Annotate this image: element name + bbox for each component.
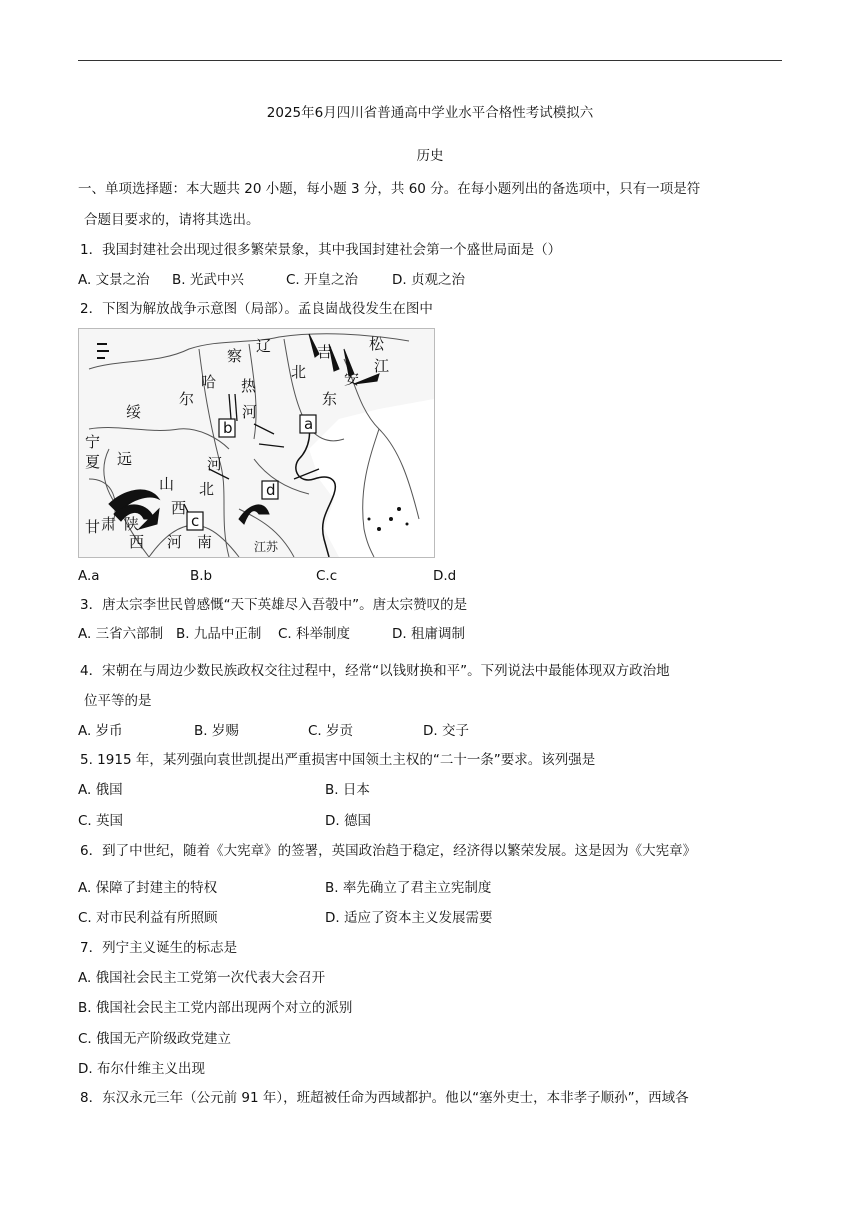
svg-text:c: c [191, 512, 200, 530]
question-6-option-b[interactable]: B. 率先确立了君主立宪制度 [325, 880, 492, 896]
map-label-sui: 绥 [126, 403, 142, 421]
map-label-jiangsu: 江苏 [254, 540, 279, 554]
question-7-option-a[interactable]: A. 俄国社会民主工党第一次代表大会召开 [78, 970, 326, 986]
question-5-stem: 5. 1915 年，某列强向袁世凯提出严重损害中国领土主权的“二十一条”要求。该列强是 [80, 752, 596, 768]
map-label-ning: 宁 [85, 433, 101, 451]
map-label-yuan: 远 [117, 450, 133, 468]
question-7-option-b[interactable]: B. 俄国社会民主工党内部出现两个对立的派别 [78, 1000, 353, 1016]
map-label-gan: 甘 [85, 518, 101, 536]
exam-title: 2025年6月四川省普通高中学业水平合格性考试模拟六 [266, 105, 594, 121]
question-2-option-d[interactable]: D.d [433, 568, 457, 584]
map-label-he-3: 河 [167, 533, 183, 551]
section-instruction-line1: 一、单项选择题：本大题共 20 小题，每小题 3 分，共 60 分。在每小题列出的备选项中，只有一项是符 [78, 181, 701, 197]
map-label-he-2: 河 [207, 455, 223, 473]
map-label-xi-2: 西 [129, 533, 145, 551]
question-3-option-a[interactable]: A. 三省六部制 [78, 626, 164, 642]
question-3-option-d[interactable]: D. 租庸调制 [392, 626, 465, 642]
question-4-option-c[interactable]: C. 岁贡 [308, 723, 354, 739]
svg-text:a: a [304, 415, 314, 433]
question-7-option-d[interactable]: D. 布尔什维主义出现 [78, 1061, 205, 1077]
question-8-stem: 8．东汉永元三年（公元前 91 年），班超被任命为西域都护。他以“塞外吏士，本非孝子顺孙”，西域各 [80, 1090, 689, 1106]
map-label-xia: 夏 [85, 453, 101, 471]
question-1-option-d[interactable]: D. 贞观之治 [392, 272, 465, 288]
question-3-stem: 3．唐太宗李世民曾感慨“天下英雄尽入吾彀中”。唐太宗赞叹的是 [80, 597, 468, 613]
map-label-bei-2: 北 [199, 480, 215, 498]
map-label-liao: 辽 [256, 337, 272, 355]
question-4-option-b[interactable]: B. 岁赐 [194, 723, 239, 739]
map-label-nan: 南 [197, 533, 213, 551]
question-2-option-a[interactable]: A.a [78, 568, 100, 584]
question-5-option-d[interactable]: D. 德国 [325, 813, 371, 829]
subject-title: 历史 [416, 148, 444, 164]
svg-text:d: d [266, 481, 276, 499]
question-5-option-b[interactable]: B. 日本 [325, 782, 370, 798]
question-3-option-b[interactable]: B. 九品中正制 [176, 626, 262, 642]
question-6-option-a[interactable]: A. 保障了封建主的特权 [78, 880, 218, 896]
map-label-cha: 察 [227, 347, 243, 365]
question-7-option-c[interactable]: C. 俄国无产阶级政党建立 [78, 1031, 232, 1047]
liberation-war-map [78, 328, 435, 558]
map-marker-b [219, 419, 235, 437]
question-2-option-b[interactable]: B.b [190, 568, 213, 584]
question-7-stem: 7．列宁主义诞生的标志是 [80, 940, 238, 956]
question-5-option-a[interactable]: A. 俄国 [78, 782, 123, 798]
svg-text:b: b [223, 419, 233, 437]
question-6-option-c[interactable]: C. 对市民利益有所照顾 [78, 910, 218, 926]
map-label-ji: 吉 [317, 343, 333, 361]
map-label-he-1: 河 [242, 403, 258, 421]
question-1-option-c[interactable]: C. 开皇之治 [286, 272, 359, 288]
question-3-option-c[interactable]: C. 科举制度 [278, 626, 351, 642]
map-label-xi-1: 西 [171, 499, 187, 517]
question-5-option-c[interactable]: C. 英国 [78, 813, 124, 829]
question-1-option-b[interactable]: B. 光武中兴 [172, 272, 244, 288]
map-marker-d [262, 481, 278, 499]
map-label-shan: 山 [159, 475, 175, 493]
map-label-er: 尔 [179, 390, 195, 408]
question-2-option-c[interactable]: C.c [316, 568, 338, 584]
map-label-ha: 哈 [201, 373, 217, 391]
map-label-bei-ne: 北 [291, 363, 307, 381]
question-4-option-d[interactable]: D. 交子 [423, 723, 469, 739]
question-1-stem: 1．我国封建社会出现过很多繁荣景象，其中我国封建社会第一个盛世局面是（） [80, 242, 562, 258]
question-1-option-a[interactable]: A. 文景之治 [78, 272, 150, 288]
map-label-dong: 东 [322, 390, 338, 408]
map-label-su: 肃 [101, 515, 117, 533]
question-4-stem-line2: 位平等的是 [84, 693, 152, 709]
map-label-shaan: 陕 [124, 515, 140, 533]
question-4-option-a[interactable]: A. 岁币 [78, 723, 123, 739]
section-instruction-line2: 合题目要求的，请将其选出。 [84, 212, 260, 228]
map-label-an: 安 [344, 370, 360, 388]
map-marker-c [187, 512, 203, 530]
map-label-re: 热 [241, 377, 257, 395]
question-4-stem-line1: 4．宋朝在与周边少数民族政权交往过程中，经常“以钱财换和平”。下列说法中最能体现双方政治地 [80, 663, 670, 679]
question-6-option-d[interactable]: D. 适应了资本主义发展需要 [325, 910, 493, 926]
question-6-stem: 6．到了中世纪，随着《大宪章》的签署，英国政治趋于稳定，经济得以繁荣发展。这是因为《大宪章》 [80, 843, 697, 859]
map-label-jiang: 江 [374, 357, 390, 375]
top-rule [78, 60, 782, 61]
map-marker-a [300, 415, 316, 433]
question-2-stem: 2．下图为解放战争示意图（局部）。孟良崮战役发生在图中 [80, 301, 433, 317]
map-label-song: 松 [369, 335, 385, 353]
